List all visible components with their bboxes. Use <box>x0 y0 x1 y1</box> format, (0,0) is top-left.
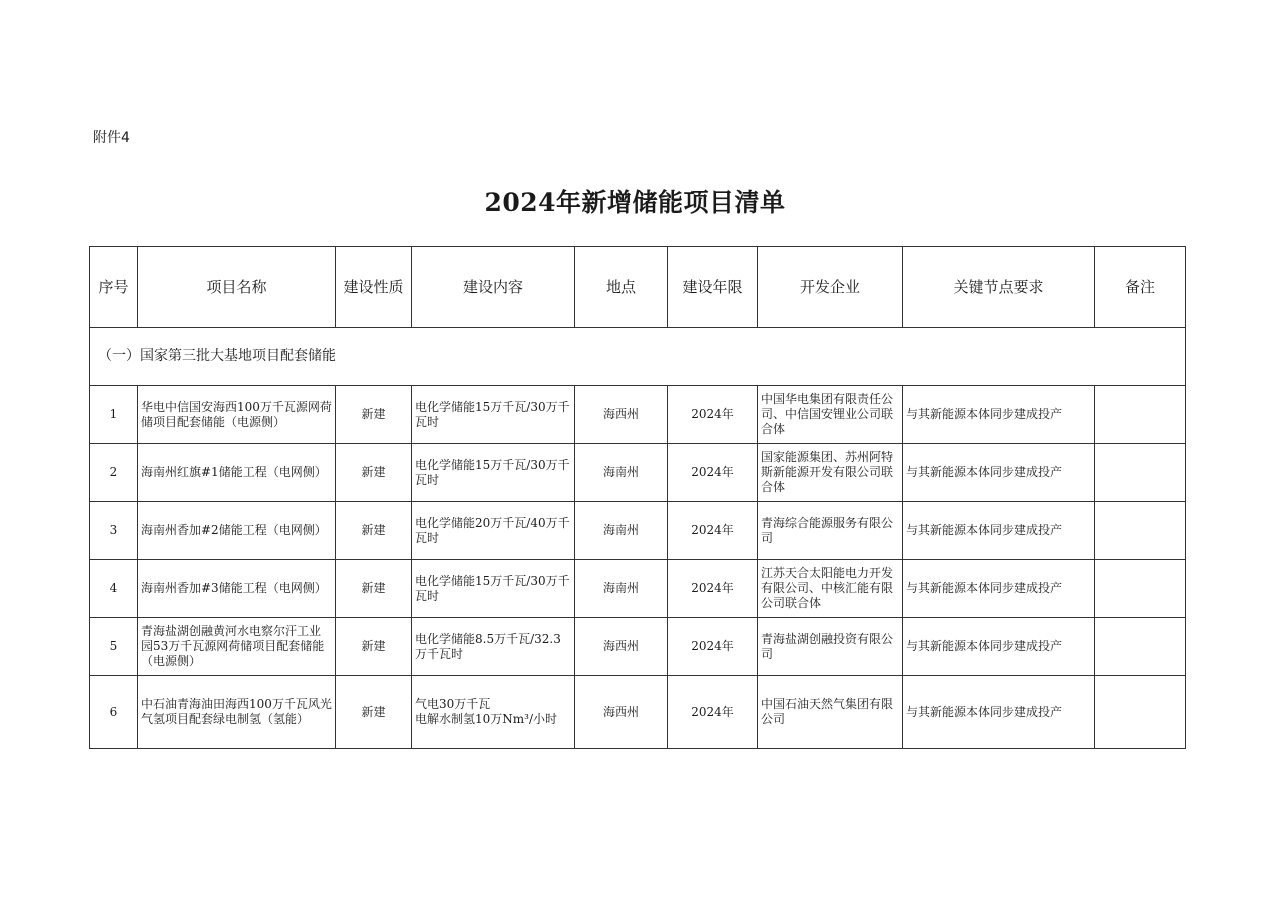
cell-place: 海南州 <box>575 444 668 502</box>
cell-nature: 新建 <box>336 386 412 444</box>
header-no: 序号 <box>90 247 138 328</box>
cell-no: 5 <box>90 618 138 676</box>
header-content: 建设内容 <box>412 247 575 328</box>
cell-place: 海西州 <box>575 386 668 444</box>
cell-content-line1: 气电30万千瓦 <box>415 697 491 711</box>
table-row <box>90 502 1186 560</box>
cell-content: 电化学储能20万千瓦/40万千瓦时 <box>412 502 575 560</box>
cell-milestone: 与其新能源本体同步建成投产 <box>903 386 1095 444</box>
cell-remark <box>1095 444 1186 502</box>
cell-company: 江苏天合太阳能电力开发有限公司、中核汇能有限公司联合体 <box>758 560 903 618</box>
cell-place: 海南州 <box>575 502 668 560</box>
cell-content: 电化学储能15万千瓦/30万千瓦时 <box>412 560 575 618</box>
cell-name: 华电中信国安海西100万千瓦源网荷储项目配套储能（电源侧） <box>138 386 336 444</box>
cell-year: 2024年 <box>668 676 758 749</box>
cell-name: 中石油青海油田海西100万千瓦风光气氢项目配套绿电制氢（氢能） <box>138 676 336 749</box>
cell-no: 4 <box>90 560 138 618</box>
header-nature: 建设性质 <box>336 247 412 328</box>
cell-year: 2024年 <box>668 386 758 444</box>
cell-no: 1 <box>90 386 138 444</box>
table-row <box>90 444 1186 502</box>
cell-nature: 新建 <box>336 560 412 618</box>
cell-name: 海南州香加#2储能工程（电网侧） <box>138 502 336 560</box>
cell-place: 海西州 <box>575 618 668 676</box>
section-title: （一）国家第三批大基地项目配套储能 <box>90 328 1186 386</box>
cell-year: 2024年 <box>668 502 758 560</box>
cell-content: 电化学储能15万千瓦/30万千瓦时 <box>412 444 575 502</box>
cell-place: 海西州 <box>575 676 668 749</box>
cell-year: 2024年 <box>668 560 758 618</box>
cell-nature: 新建 <box>336 444 412 502</box>
cell-nature: 新建 <box>336 618 412 676</box>
header-company: 开发企业 <box>758 247 903 328</box>
cell-place: 海南州 <box>575 560 668 618</box>
cell-milestone: 与其新能源本体同步建成投产 <box>903 618 1095 676</box>
cell-company: 青海盐湖创融投资有限公司 <box>758 618 903 676</box>
project-table <box>89 246 1186 749</box>
attachment-label: 附件4 <box>93 130 130 146</box>
cell-company: 中国石油天然气集团有限公司 <box>758 676 903 749</box>
cell-milestone: 与其新能源本体同步建成投产 <box>903 560 1095 618</box>
cell-content: 电化学储能15万千瓦/30万千瓦时 <box>412 386 575 444</box>
header-row <box>90 247 1186 328</box>
header-place: 地点 <box>575 247 668 328</box>
cell-remark <box>1095 560 1186 618</box>
header-milestone: 关键节点要求 <box>903 247 1095 328</box>
cell-name: 青海盐湖创融黄河水电察尔汗工业园53万千瓦源网荷储项目配套储能（电源侧） <box>138 618 336 676</box>
cell-milestone: 与其新能源本体同步建成投产 <box>903 676 1095 749</box>
header-name: 项目名称 <box>138 247 336 328</box>
table-row <box>90 618 1186 676</box>
cell-company: 青海综合能源服务有限公司 <box>758 502 903 560</box>
cell-company: 中国华电集团有限责任公司、中信国安锂业公司联合体 <box>758 386 903 444</box>
table-row <box>90 676 1186 749</box>
cell-remark <box>1095 502 1186 560</box>
cell-content-line2: 电解水制氢10万Nm³/小时 <box>415 712 558 726</box>
cell-no: 3 <box>90 502 138 560</box>
table-row <box>90 386 1186 444</box>
cell-no: 2 <box>90 444 138 502</box>
cell-nature: 新建 <box>336 676 412 749</box>
cell-company: 国家能源集团、苏州阿特斯新能源开发有限公司联合体 <box>758 444 903 502</box>
table-row <box>90 560 1186 618</box>
cell-nature: 新建 <box>336 502 412 560</box>
cell-name: 海南州红旗#1储能工程（电网侧） <box>138 444 336 502</box>
cell-remark <box>1095 676 1186 749</box>
cell-remark <box>1095 618 1186 676</box>
cell-no: 6 <box>90 676 138 749</box>
cell-year: 2024年 <box>668 618 758 676</box>
header-remark: 备注 <box>1095 247 1186 328</box>
cell-milestone: 与其新能源本体同步建成投产 <box>903 444 1095 502</box>
page-title: 2024年新增储能项目清单 <box>484 188 786 217</box>
cell-year: 2024年 <box>668 444 758 502</box>
cell-content <box>412 676 575 749</box>
header-year: 建设年限 <box>668 247 758 328</box>
cell-content: 电化学储能8.5万千瓦/32.3万千瓦时 <box>412 618 575 676</box>
cell-milestone: 与其新能源本体同步建成投产 <box>903 502 1095 560</box>
section-row <box>90 328 1186 386</box>
cell-remark <box>1095 386 1186 444</box>
cell-name: 海南州香加#3储能工程（电网侧） <box>138 560 336 618</box>
